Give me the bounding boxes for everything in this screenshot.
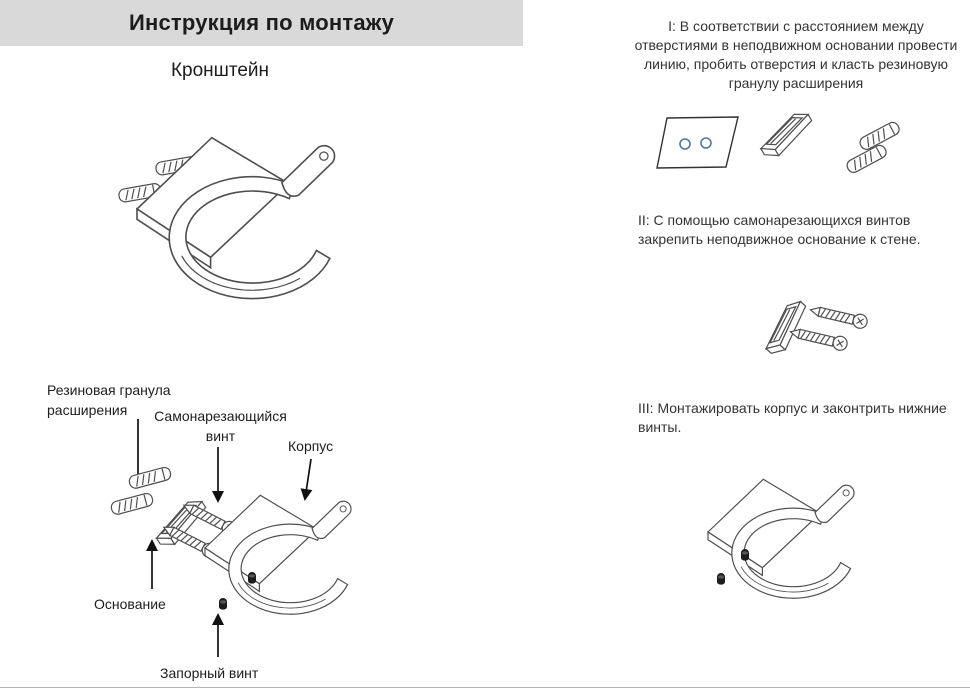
exploded-view <box>30 375 400 687</box>
locking-screw-part <box>717 573 725 585</box>
step-3-text: III: Монтажировать корпус и законтрить нижние винты. <box>638 400 947 435</box>
bracket-body-part <box>205 495 351 614</box>
self-tapping-screw-part <box>789 325 849 352</box>
base-part <box>756 297 816 359</box>
expansion-plug-part <box>110 492 154 515</box>
locking-screw-part <box>741 549 749 561</box>
locking-screw-part <box>248 572 256 584</box>
page-title: Инструкция по монтажу <box>128 10 395 35</box>
product-name: Кронштейн <box>170 60 270 81</box>
step-1-text: I: В соответствии с расстоянием между отверстиями в неподвижном основании провести линию, пробить отверстия и класть резиновую гранулу расширения <box>634 18 958 91</box>
expansion-plug-part <box>128 466 172 489</box>
rubber-plug-label: Резиновая гранула расширения <box>47 382 171 418</box>
bracket-overview-drawing <box>100 105 360 340</box>
base-label: Основание <box>94 596 166 612</box>
wall-template-part <box>657 117 738 168</box>
locking-screw-part <box>219 598 227 610</box>
locking-screw-label: Запорный винт <box>160 665 259 681</box>
body-label: Корпус <box>288 438 334 454</box>
step-3-drawing <box>670 445 930 655</box>
self-tapping-screw-label: Самонарезающийся винт <box>154 408 287 444</box>
bracket-body-part <box>708 479 854 598</box>
step-2-text: II: С помощью самонарезающихся винтов закрепить неподвижное основание к стене. <box>638 212 921 247</box>
title-bar <box>0 0 523 46</box>
self-tapping-screw-part <box>809 303 869 330</box>
base-part <box>754 108 818 161</box>
step-2-drawing <box>730 275 940 385</box>
pointer-arrow-down <box>305 459 311 499</box>
step-1-drawing <box>645 95 955 210</box>
